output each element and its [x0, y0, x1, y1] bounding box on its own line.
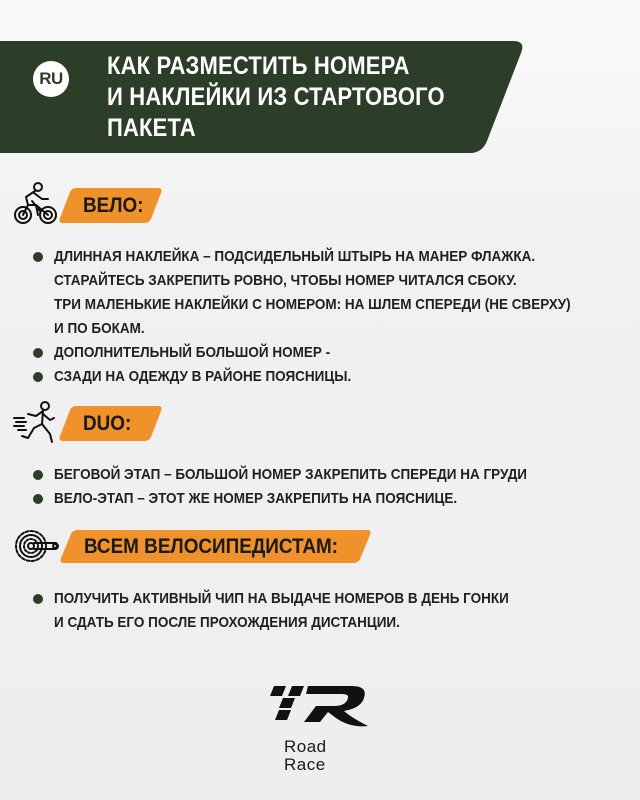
language-badge: RU: [33, 61, 69, 97]
section-label: DUO:: [83, 412, 132, 435]
section-label: ВЕЛО:: [83, 194, 144, 217]
section-tag-duo: [59, 406, 163, 441]
list-item: БЕГОВОЙ ЭТАП – БОЛЬШОЙ НОМЕР ЗАКРЕПИТЬ СПЕРЕДИ НА ГРУДИ: [32, 463, 580, 487]
title-line: КАК РАЗМЕСТИТЬ НОМЕРА: [107, 52, 410, 80]
list-item: ПОЛУЧИТЬ АКТИВНЫЙ ЧИП НА ВЫДАЧЕ НОМЕРОВ В ДЕНЬ ГОНКИ И СДАТЬ ЕГО ПОСЛЕ ПРОХОЖДЕНИЯ ДИСТАНЦИИ.: [32, 587, 559, 635]
bike-crankset-icon: [14, 528, 62, 569]
velo-bullets: [32, 245, 628, 389]
bullet-dot: [33, 348, 43, 358]
bullet-dot: [33, 252, 43, 262]
logo-text-race: Race: [284, 755, 326, 774]
logo-text-road: Road: [284, 737, 327, 756]
bullet-dot: [33, 494, 43, 504]
page-title: [107, 51, 445, 144]
section-label: ВСЕМ ВЕЛОСИПЕДИСТАМ:: [84, 535, 339, 558]
duo-bullets: [32, 463, 580, 511]
list-item: ДОПОЛНИТЕЛЬНЫЙ БОЛЬШОЙ НОМЕР -: [32, 341, 628, 365]
title-line: ПАКЕТА: [107, 114, 196, 142]
bullet-dot: [33, 372, 43, 382]
runner-icon: [12, 400, 58, 449]
list-item: ДЛИННАЯ НАКЛЕЙКА – ПОДСИДЕЛЬНЫЙ ШТЫРЬ НА МАНЕР ФЛАЖКА. СТАРАЙТЕСЬ ЗАКРЕПИТЬ РОВНО, ЧТОБЫ НОМЕР ЧИТАЛСЯ СБОКУ. ТРИ МАЛЕНЬКИЕ НАКЛЕЙКИ С НОМЕРОМ: НА ШЛЕМ СПЕРЕДИ (НЕ СВЕРХУ) И ПО БОКАМ.: [32, 245, 628, 341]
section-tag-all-cyclists: [60, 530, 372, 563]
list-item: ВЕЛО-ЭТАП – ЭТОТ ЖЕ НОМЕР ЗАКРЕПИТЬ НА ПОЯСНИЦЕ.: [32, 487, 580, 511]
all-cyclists-bullets: [32, 587, 559, 635]
section-tag-velo: [59, 188, 163, 223]
cyclist-icon: [12, 181, 58, 232]
bullet-dot: [33, 470, 43, 480]
list-item: СЗАДИ НА ОДЕЖДУ В РАЙОНЕ ПОЯСНИЦЫ.: [32, 365, 628, 389]
bullet-dot: [33, 594, 43, 604]
title-line: И НАКЛЕЙКИ ИЗ СТАРТОВОГО: [107, 83, 445, 111]
